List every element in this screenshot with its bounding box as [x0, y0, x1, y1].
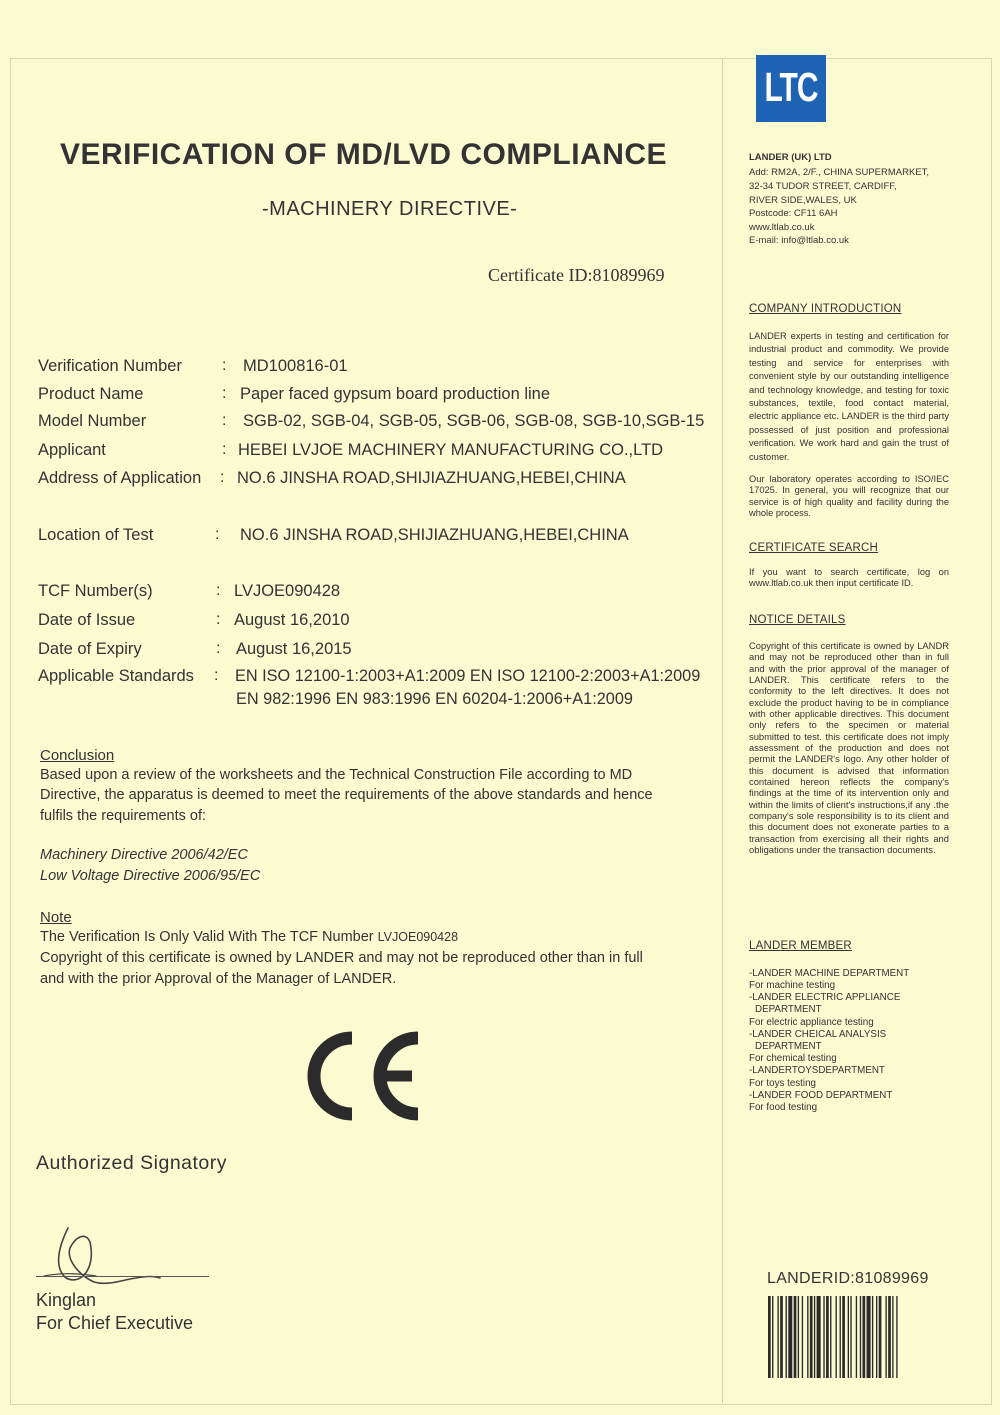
- field-value: NO.6 JINSHA ROAD,SHIJIAZHUANG,HEBEI,CHINA: [237, 469, 626, 487]
- column-divider: [722, 58, 723, 1403]
- member-line: For machine testing: [749, 980, 836, 991]
- note-heading: Note: [40, 909, 72, 926]
- field-value-line2: EN 982:1996 EN 983:1996 EN 60204-1:2006+A1:2009: [236, 690, 633, 708]
- member-line: For chemical testing: [749, 1053, 837, 1064]
- field-label: Product Name: [38, 385, 144, 403]
- field-colon: :: [222, 412, 227, 429]
- conclusion-line-2: Directive, the apparatus is deemed to meet the requirements of the above standards and hence: [40, 787, 653, 803]
- field-colon: :: [216, 582, 221, 599]
- address-email: E-mail: info@ltlab.co.uk: [749, 235, 849, 246]
- barcode-bar: [848, 1296, 849, 1378]
- certificate-search-text: If you want to search certificate, log on www.ltlab.co.uk then input certificate ID.: [749, 567, 949, 589]
- barcode-bar: [780, 1296, 783, 1378]
- member-line: For electric appliance testing: [749, 1017, 874, 1028]
- notice-details-text: Copyright of this certificate is owned by LANDR and may not be reproduced other than in full and with the prior approval of the manager of LANDER. This certificate refers to the conformity to the left directives. It does not exclude the product having to be in compliance with other applicable directives. This document only refers to the specimen or material submitted to test. this certificate does not imply assessment of the production and does not permit the LANDER's logo. Any other holder of this document is advised that information contained hereon reflects the company's findings at the time of its intervention only and within the limits of client's instructions,if any .the company's sole responsibility is to its client and this document does not exonerate parties to a transaction from exercising all their rights and obligations under the transaction documents.: [749, 640, 949, 855]
- barcode-bar: [850, 1296, 851, 1378]
- barcode-bar: [768, 1296, 771, 1378]
- field-value: NO.6 JINSHA ROAD,SHIJIAZHUANG,HEBEI,CHINA: [240, 526, 629, 544]
- signatory-name: Kinglan: [36, 1290, 97, 1310]
- conclusion-line-3: fulfils the requirements of:: [40, 808, 207, 824]
- field-label: Address of Application: [38, 469, 202, 487]
- field-colon: :: [214, 667, 219, 684]
- field-label: Date of Issue: [38, 611, 136, 629]
- field-colon: :: [222, 357, 227, 374]
- lander-id: LANDERID:81089969: [767, 1270, 929, 1287]
- signature-line: [36, 1276, 209, 1277]
- address-line-2: 32-34 TUDOR STREET, CARDIFF,: [749, 181, 897, 192]
- field-value: HEBEI LVJOE MACHINERY MANUFACTURING CO.,LTD: [238, 441, 664, 459]
- field-colon: :: [222, 441, 227, 458]
- member-line: For food testing: [749, 1102, 818, 1113]
- company-introduction-text: LANDER experts in testing and certification for industrial product and commodity. We provide testing and service for enterprises with convenient style by our outstanding intelligence and technology knowledge, and testing for toxic substances, textile, food contact material, electric appliance etc. LANDER is the third party possessed of just position and professional verification. We work hard and gain the trust of customer.: [749, 331, 949, 462]
- address-postcode: Postcode: CF11 6AH: [749, 208, 838, 219]
- barcode-bar: [814, 1296, 815, 1378]
- barcode-bar: [777, 1296, 778, 1378]
- field-value: August 16,2010: [234, 611, 350, 629]
- note-line-2: Copyright of this certificate is owned by LANDER and may not be reproduced other than in full: [40, 950, 643, 966]
- field-label: Applicable Standards: [38, 667, 194, 685]
- laboratory-text: Our laboratory operates according to ISO/IEC 17025. In general, you will recognize that our service is of high quality and facility during the whole process.: [749, 474, 949, 519]
- field-label: Verification Number: [38, 357, 182, 375]
- authorized-signatory-title: Authorized Signatory: [36, 1152, 228, 1174]
- field-value: August 16,2015: [236, 640, 352, 658]
- member-line: -LANDER ELECTRIC APPLIANCE: [749, 992, 901, 1003]
- barcode-bar: [802, 1296, 803, 1378]
- company-introduction-heading: COMPANY INTRODUCTION: [749, 303, 902, 315]
- address-line-3: RIVER SIDE,WALES, UK: [749, 195, 857, 206]
- address-line-1: Add: RM2A, 2/F., CHINA SUPERMARKET,: [749, 167, 930, 178]
- conclusion-line-1: Based upon a review of the worksheets and the Technical Construction File according to MD: [40, 767, 633, 783]
- barcode-bar: [826, 1296, 829, 1378]
- field-colon: :: [216, 611, 221, 628]
- member-line: DEPARTMENT: [755, 1004, 822, 1015]
- barcode-bar: [794, 1296, 797, 1378]
- note-line-1: [40, 929, 458, 945]
- barcode-bar: [823, 1296, 824, 1378]
- field-value: SGB-02, SGB-04, SGB-05, SGB-06, SGB-08, SGB-10,SGB-15: [243, 412, 705, 430]
- field-label: Applicant: [38, 441, 106, 459]
- barcode-bar: [885, 1296, 886, 1378]
- field-label: Location of Test: [38, 526, 154, 544]
- barcode-bar: [807, 1296, 808, 1378]
- certificate-id: Certificate ID:81089969: [488, 265, 665, 285]
- ltc-logo-text: LTC: [764, 65, 818, 111]
- ce-mark-icon: [300, 1030, 424, 1122]
- notice-details-heading: NOTICE DETAILS: [749, 614, 846, 626]
- barcode-bar: [788, 1296, 792, 1378]
- signature-icon: [36, 1218, 216, 1288]
- machinery-directive: Machinery Directive 2006/42/EC: [40, 847, 248, 863]
- field-value: EN ISO 12100-1:2003+A1:2009 EN ISO 12100-2:2003+A1:2009: [235, 667, 701, 685]
- barcode-bar: [867, 1296, 871, 1378]
- field-colon: :: [215, 526, 220, 543]
- barcode-bar: [842, 1296, 845, 1378]
- low-voltage-directive: Low Voltage Directive 2006/95/EC: [40, 868, 261, 884]
- field-value: LVJOE090428: [234, 582, 341, 600]
- barcode-bar: [876, 1296, 877, 1378]
- barcode-bar: [896, 1296, 897, 1378]
- barcode-bar: [840, 1296, 841, 1378]
- barcode-bar: [798, 1296, 799, 1378]
- address-website: www.ltlab.co.uk: [749, 222, 815, 233]
- field-colon: :: [216, 640, 221, 657]
- field-value: MD100816-01: [243, 357, 348, 375]
- barcode-bar: [860, 1296, 861, 1378]
- barcode-bar: [863, 1296, 866, 1378]
- certificate-search-heading: CERTIFICATE SEARCH: [749, 542, 879, 554]
- member-line: DEPARTMENT: [755, 1041, 822, 1052]
- note-line-3: and with the prior Approval of the Manager of LANDER.: [40, 971, 397, 987]
- barcode-bar: [872, 1296, 873, 1378]
- document-subtitle: -MACHINERY DIRECTIVE-: [262, 198, 518, 220]
- field-value: Paper faced gypsum board production line: [240, 385, 551, 403]
- member-line: For toys testing: [749, 1078, 816, 1089]
- member-line: -LANDER CHEICAL ANALYSIS: [749, 1029, 887, 1040]
- note-line-1-text: The Verification Is Only Valid With The TCF Number: [40, 929, 378, 945]
- barcode-bar: [836, 1296, 837, 1378]
- note-tcf-number: LVJOE090428: [377, 930, 459, 944]
- barcode-bar: [810, 1296, 813, 1378]
- document-title: VERIFICATION OF MD/LVD COMPLIANCE: [60, 138, 668, 171]
- signatory-role: For Chief Executive: [36, 1313, 194, 1333]
- barcode-bar: [817, 1296, 821, 1378]
- barcode-bar: [888, 1296, 891, 1378]
- barcode-bar: [786, 1296, 787, 1378]
- barcode-bar: [879, 1296, 882, 1378]
- field-colon: :: [222, 385, 227, 402]
- barcode-bar: [830, 1296, 831, 1378]
- barcode-icon: [768, 1296, 940, 1378]
- member-line: -LANDERTOYSDEPARTMENT: [749, 1065, 885, 1076]
- lander-member-heading: LANDER MEMBER: [749, 940, 852, 952]
- field-label: Model Number: [38, 412, 147, 430]
- field-colon: :: [220, 469, 225, 486]
- barcode-bar: [892, 1296, 893, 1378]
- company-name: LANDER (UK) LTD: [749, 152, 832, 163]
- ltc-logo: [756, 55, 826, 122]
- member-line: -LANDER FOOD DEPARTMENT: [749, 1090, 893, 1101]
- field-label: Date of Expiry: [38, 640, 142, 658]
- field-label: TCF Number(s): [38, 582, 153, 600]
- barcode-bar: [856, 1296, 857, 1378]
- member-line: -LANDER MACHINE DEPARTMENT: [749, 968, 910, 979]
- barcode-bar: [772, 1296, 773, 1378]
- conclusion-heading: Conclusion: [40, 747, 115, 764]
